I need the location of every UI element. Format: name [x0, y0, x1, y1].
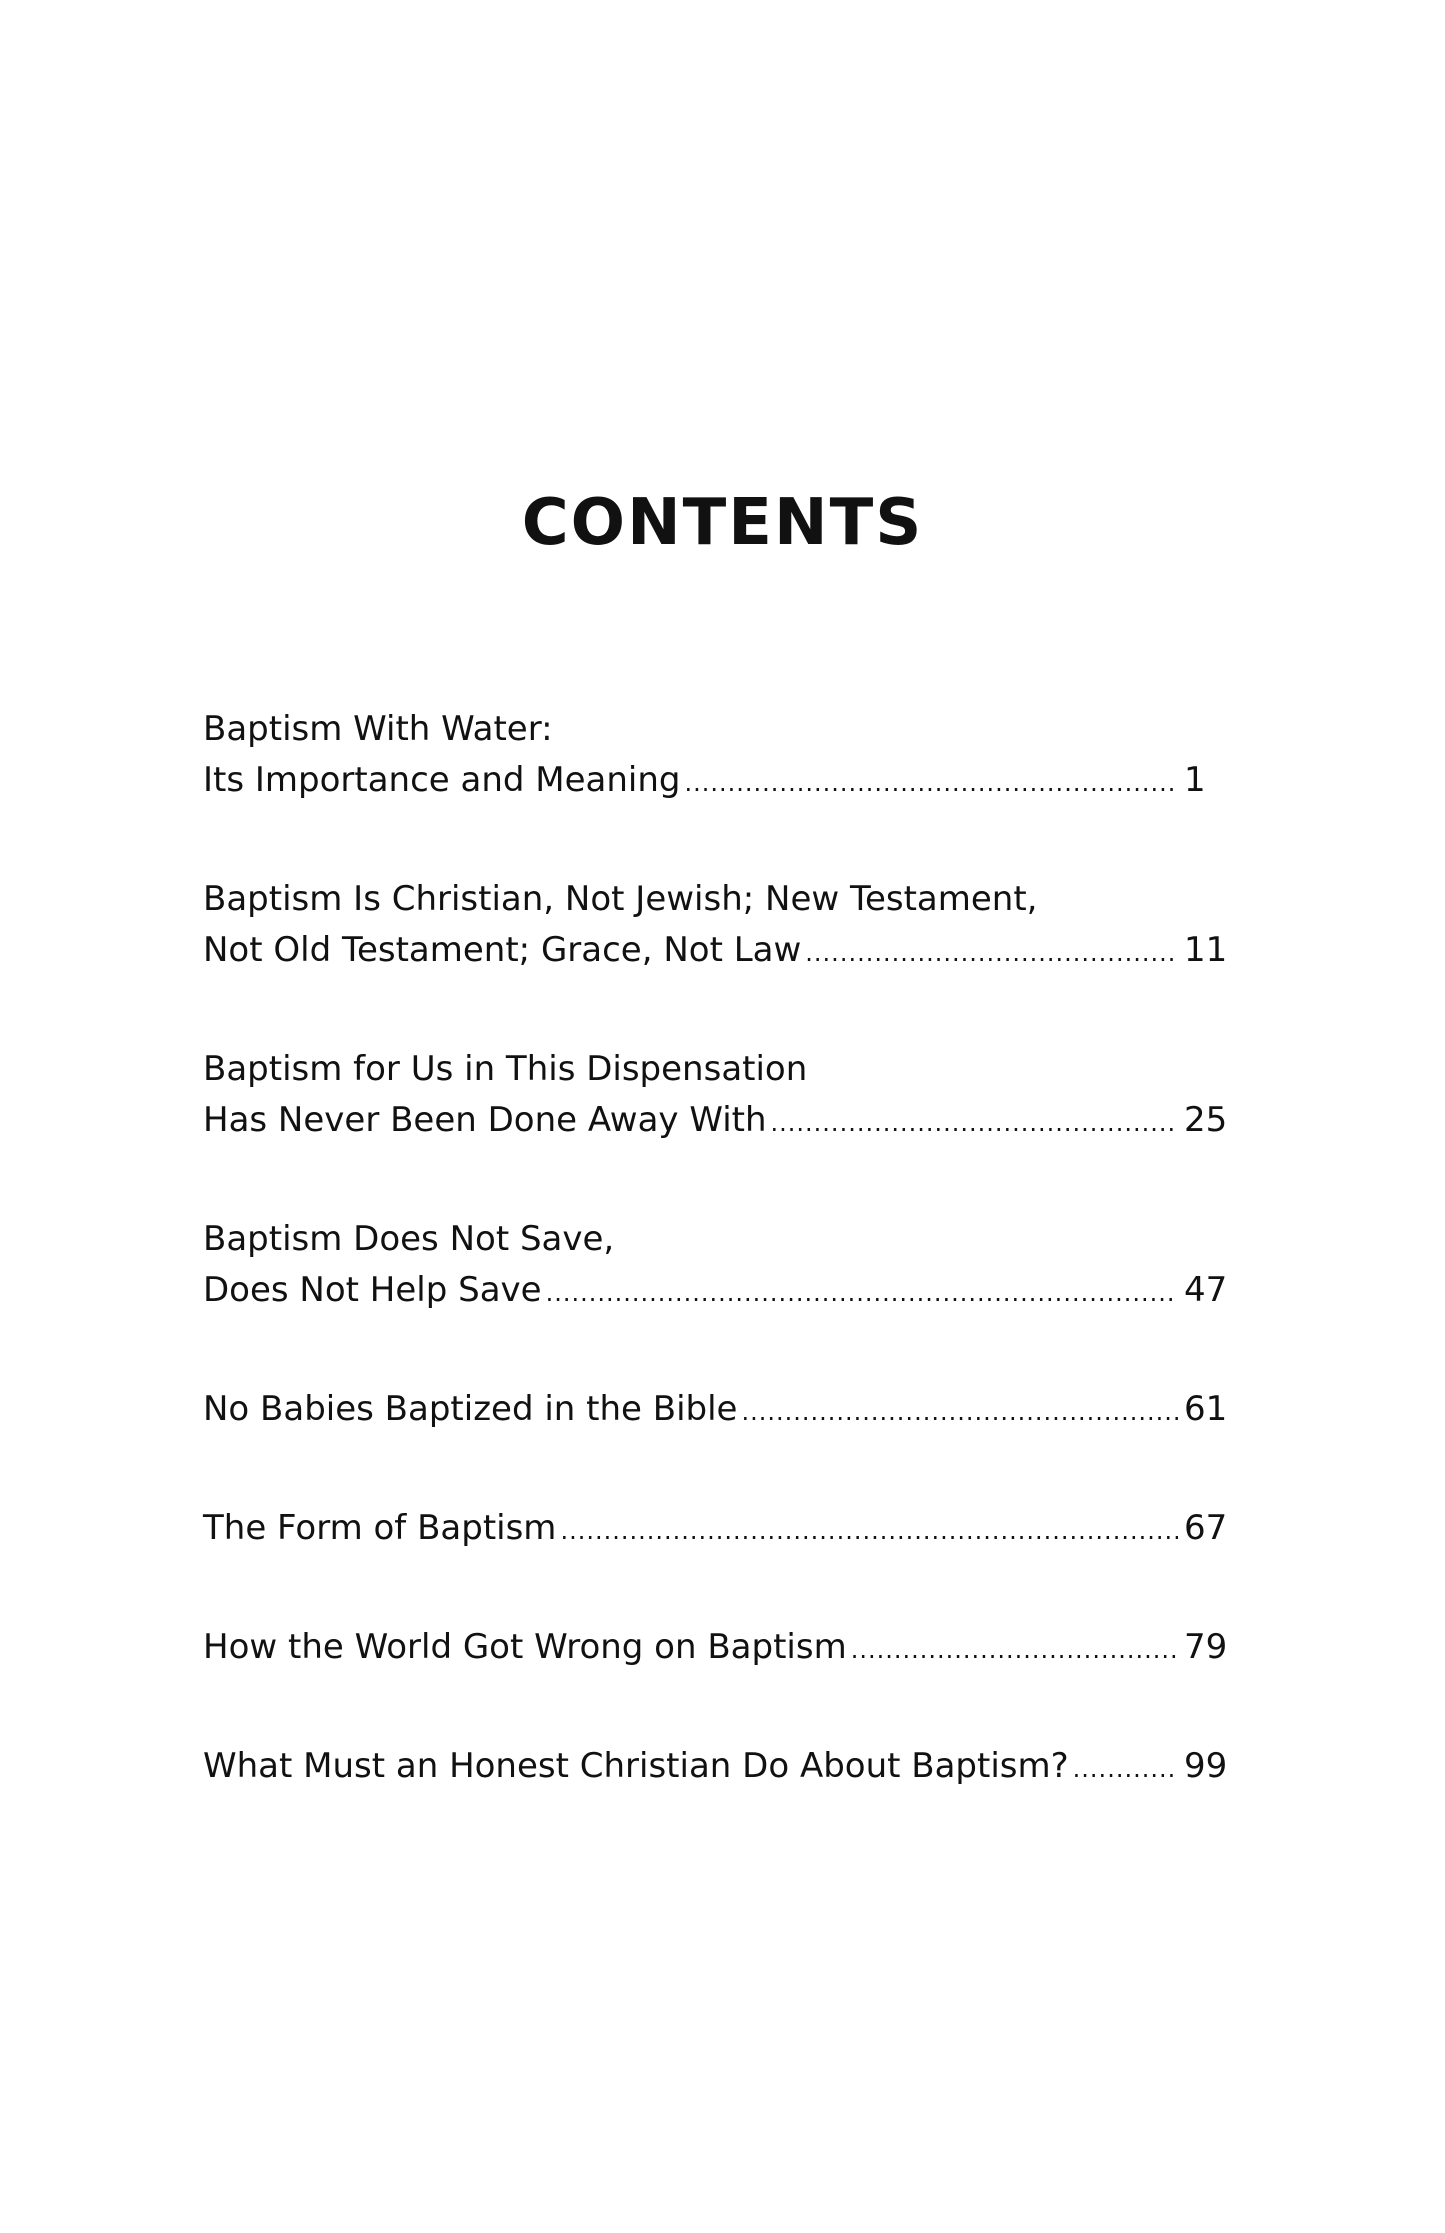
dot-leader [1073, 1744, 1178, 1795]
toc-entry-title-line: Its Importance and Meaning [203, 760, 681, 800]
page-number: 99 [1184, 1746, 1228, 1786]
page-number: 1 [1184, 760, 1206, 800]
toc-entry-title-line: No Babies Baptized in the Bible [203, 1389, 738, 1429]
toc-entry-row [203, 1384, 1228, 1438]
page-number: 47 [1184, 1270, 1228, 1310]
toc-entry-5 [203, 1384, 1228, 1438]
page-number: 25 [1184, 1100, 1228, 1140]
table-of-contents [203, 704, 1228, 1860]
toc-entry-3 [203, 1044, 1228, 1149]
toc-entry-title-line: Baptism Does Not Save, [203, 1219, 615, 1259]
toc-entry-6 [203, 1503, 1228, 1557]
toc-entry-title-line: Baptism With Water: [203, 709, 553, 749]
toc-entry-row [203, 1741, 1228, 1795]
toc-entry-row [203, 1265, 1228, 1319]
toc-entry-title-line: Baptism for Us in This Dispensation [203, 1049, 808, 1089]
toc-entry-row [203, 755, 1228, 809]
toc-entry-title-line: How the World Got Wrong on Baptism [203, 1627, 847, 1667]
toc-entry-title-line: The Form of Baptism [203, 1508, 557, 1548]
toc-entry-1 [203, 704, 1228, 809]
toc-entry-title-line: Has Never Been Done Away With [203, 1100, 767, 1140]
toc-entry-4 [203, 1214, 1228, 1319]
page-number: 11 [1184, 930, 1228, 970]
toc-entry-8 [203, 1741, 1228, 1795]
dot-leader [805, 928, 1178, 979]
page-title: CONTENTS [521, 486, 924, 560]
page-number: 67 [1184, 1508, 1228, 1548]
toc-entry-row [203, 1622, 1228, 1676]
dot-leader [771, 1098, 1178, 1149]
dot-leader [546, 1268, 1178, 1319]
page-number: 61 [1184, 1389, 1228, 1429]
dot-leader [851, 1625, 1178, 1676]
toc-entry-title-line: Does Not Help Save [203, 1270, 542, 1310]
toc-entry-title-line: Not Old Testament; Grace, Not Law [203, 930, 802, 970]
toc-entry-row [203, 925, 1228, 979]
toc-entry-row [203, 1503, 1228, 1557]
page-number: 79 [1184, 1627, 1228, 1667]
toc-entry-row [203, 1095, 1228, 1149]
dot-leader [685, 758, 1178, 809]
dot-leader [741, 1387, 1178, 1438]
toc-entry-title-line: Baptism Is Christian, Not Jewish; New Testament, [203, 879, 1038, 919]
toc-entry-2 [203, 874, 1228, 979]
toc-entry-7 [203, 1622, 1228, 1676]
toc-entry-title-line: What Must an Honest Christian Do About Baptism? [203, 1746, 1069, 1786]
dot-leader [560, 1506, 1178, 1557]
